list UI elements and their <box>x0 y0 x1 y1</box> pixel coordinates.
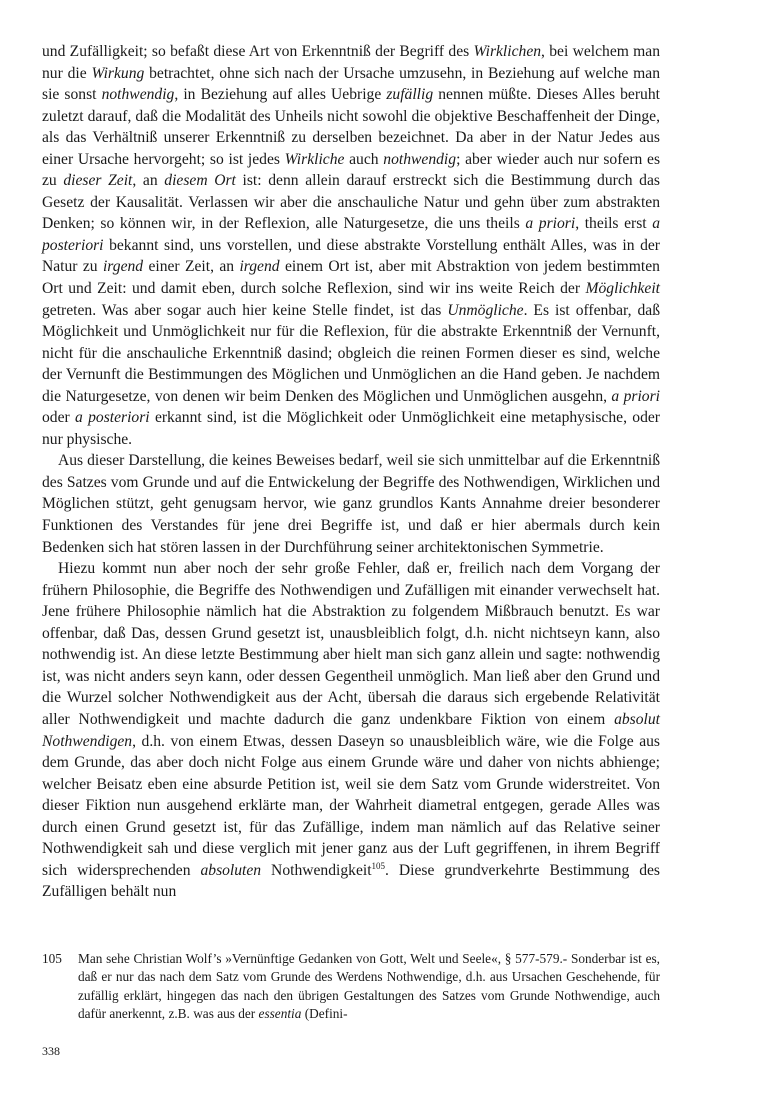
page-number: 338 <box>42 1044 60 1058</box>
text-run: . Diese grundverkehrte Bestimmung des Zufälligen behält nun <box>42 861 661 901</box>
text-run: nennen müßte. Dieses Alles beruht zuletzt darauf, daß die Modalität des Unheils nicht sowohl die objektive Beschaffenheit der Dinge, als das Verhältniß unserer Erkenntniß zu derselben bezeichnet. Da aber in der Natur Jedes aus einer Ursache hervorgeht; so ist jedes <box>42 86 660 168</box>
italic-term: irgend <box>102 258 144 276</box>
footnote-text <box>78 950 660 1023</box>
italic-term: irgend <box>239 258 280 276</box>
italic-term: absoluten <box>200 861 262 879</box>
footnote-105 <box>42 950 660 1023</box>
italic-term: Unmögliche <box>447 301 524 319</box>
text-run: ist: denn allein darauf erstreckt sich die Bestimmung durch das Gesetz der Kausalität. Verlassen wir aber die anschauliche Natur und gehn über zum abstrakten Denken; so können wir, in der Reflexion, alle Naturgesetze, die uns theils <box>42 172 660 233</box>
text-run: erkannt sind, ist die Möglichkeit oder Unmöglichkeit eine metaphysische, oder nur physische. <box>42 409 660 448</box>
text-run: , theils erst <box>575 215 653 233</box>
text-run: , in Beziehung auf alles Uebrige <box>174 86 387 104</box>
text-run: (Defini- <box>301 1005 348 1021</box>
italic-term: a priori <box>525 215 576 233</box>
text-run: , an <box>132 172 165 190</box>
italic-term: diesem Ort <box>164 172 236 190</box>
main-text <box>42 41 660 903</box>
paragraph-2 <box>42 450 660 558</box>
italic-term: Wirkliche <box>284 150 345 168</box>
italic-term: Möglichkeit <box>585 280 660 298</box>
text-run: , d.h. von einem Etwas, dessen Daseyn so unausbleiblich wäre, wie die Folge aus dem Grunde, das aber doch nicht Folge aus einem Grunde wäre und daher von nichts abhienge; welcher Beisatz eben eine absurde Petition ist, weil sie dem Satz vom Grunde widerstreitet. Von dieser Fiktion nun ausgehend erklärte man, der Wahrheit diametral entgegen, gerade Alles was durch einen Grund gesetzt ist, für das Zufällige, indem man nämlich auf das Relative seiner Nothwendigkeit sah und diese verglich mit jener ganz aus der Luft gegriffenen, in ihrem Begriff sich widersprechenden <box>42 732 660 879</box>
text-run: einem Ort ist, aber mit Abstraktion von jedem bestimmten Ort und Zeit: und damit eben, durch solche Reflexion, sind wir ins weite Reich der <box>42 258 660 298</box>
text-run: bekannt sind, uns vorstellen, und diese abstrakte Vorstellung enthält Alles, was in der Natur zu <box>42 236 660 276</box>
italic-term: a priori <box>611 387 661 405</box>
italic-term: nothwendig <box>101 86 175 104</box>
text-run: ; aber wieder auch nur sofern es zu <box>42 150 661 190</box>
italic-term: dieser Zeit <box>63 172 133 190</box>
text-run: betrachtet, ohne sich nach der Ursache umzusehn, in Beziehung auf welche man sie sonst <box>42 64 660 104</box>
text-run: , bei welchem man nur die <box>42 43 661 82</box>
footnote-reference: 105 <box>371 860 386 871</box>
italic-term: essentia <box>258 1005 302 1021</box>
italic-term: nothwendig <box>383 150 457 168</box>
paragraph-3 <box>42 558 660 903</box>
text-run: Man sehe Christian Wolf’s »Vernünftige Gedanken von Gott, Welt und Seele«, § 577-579.- Sonderbar ist es, daß er nur das nach dem Satz vom Grunde des Werdens Nothwendige, d.h. aus Ursachen Geschehende, für zufällig erklärt, hingegen das nach den übrigen Gestaltungen des Satzes vom Grunde Nothwendige, auch dafür anerkennt, z.B. was aus der <box>78 951 660 1021</box>
text-run: getreten. Was aber sogar auch hier keine Stelle findet, ist das <box>42 301 448 319</box>
italic-term: a posteriori <box>75 409 150 427</box>
text-run: und Zufälligkeit; so befaßt diese Art von Erkenntniß der Begriff des <box>42 43 474 60</box>
text-run: oder <box>42 409 76 427</box>
italic-term: Wirklichen <box>473 43 542 60</box>
italic-term: a posteriori <box>42 215 660 254</box>
text-run: . Es ist offenbar, daß Möglichkeit und Unmöglichkeit nur für die Reflexion, für die abstrakte Erkenntniß der Vernunft, nicht für die anschauliche Erkenntniß dasind; obgleich die reinen Formen dieser es sind, welche der Vernunft die Bestimmungen des Möglichen und Unmöglichen an die Hand geben. Je nachdem die Naturgesetze, von denen wir beim Denken des Möglichen und Unmöglichen ausgehn, <box>42 301 660 405</box>
paragraph-1 <box>42 41 660 450</box>
italic-term: zufällig <box>386 86 434 104</box>
text-run: einer Zeit, an <box>143 258 240 276</box>
italic-term: Wirkung <box>91 64 145 82</box>
text-run: auch <box>344 150 384 168</box>
text-run: Aus dieser Darstellung, die keines Beweises bedarf, weil sie sich unmittelbar auf die Erkenntniß des Satzes vom Grunde und auf die Entwickelung der Begriffe des Nothwendigen, Wirklichen und Möglichen stützt, geht genugsam hervor, wie ganz grundlos Kants Annahme dreier besonderer Funktionen des Verstandes für jene drei Begriffe ist, und daß er hier abermals durch kein Bedenken sich hat stören lassen in der Durchführung seiner architektonischen Symmetrie. <box>42 452 660 556</box>
italic-term: absolut Nothwendigen <box>42 710 660 750</box>
text-run: Hiezu kommt nun aber noch der sehr große Fehler, daß er, freilich nach dem Vorgang der frühern Philosophie, die Begriffe des Nothwendigen und Zufälligen mit einander verwechselt hat. Jene frühere Philosophie nämlich hat die Abstraktion zu folgendem Mißbrauch benutzt. Es war offenbar, daß Das, dessen Grund gesetzt ist, unausbleiblich folgt, d.h. nicht nichtseyn kann, also nothwendig ist. An diese letzte Bestimmung aber hielt man sich ganz allein und sagte: nothwendig ist, was nicht anders seyn kann, oder dessen Gegentheil unmöglich. Man ließ aber den Grund und die Wurzel solcher Nothwendigkeit aus der Acht, übersah die daraus sich ergebende Relativität aller Nothwendigkeit und machte dadurch die ganz undenkbare Fiktion von einem <box>42 560 660 728</box>
text-run: Nothwendigkeit <box>261 861 372 879</box>
footnote-number: 105 <box>42 951 62 966</box>
